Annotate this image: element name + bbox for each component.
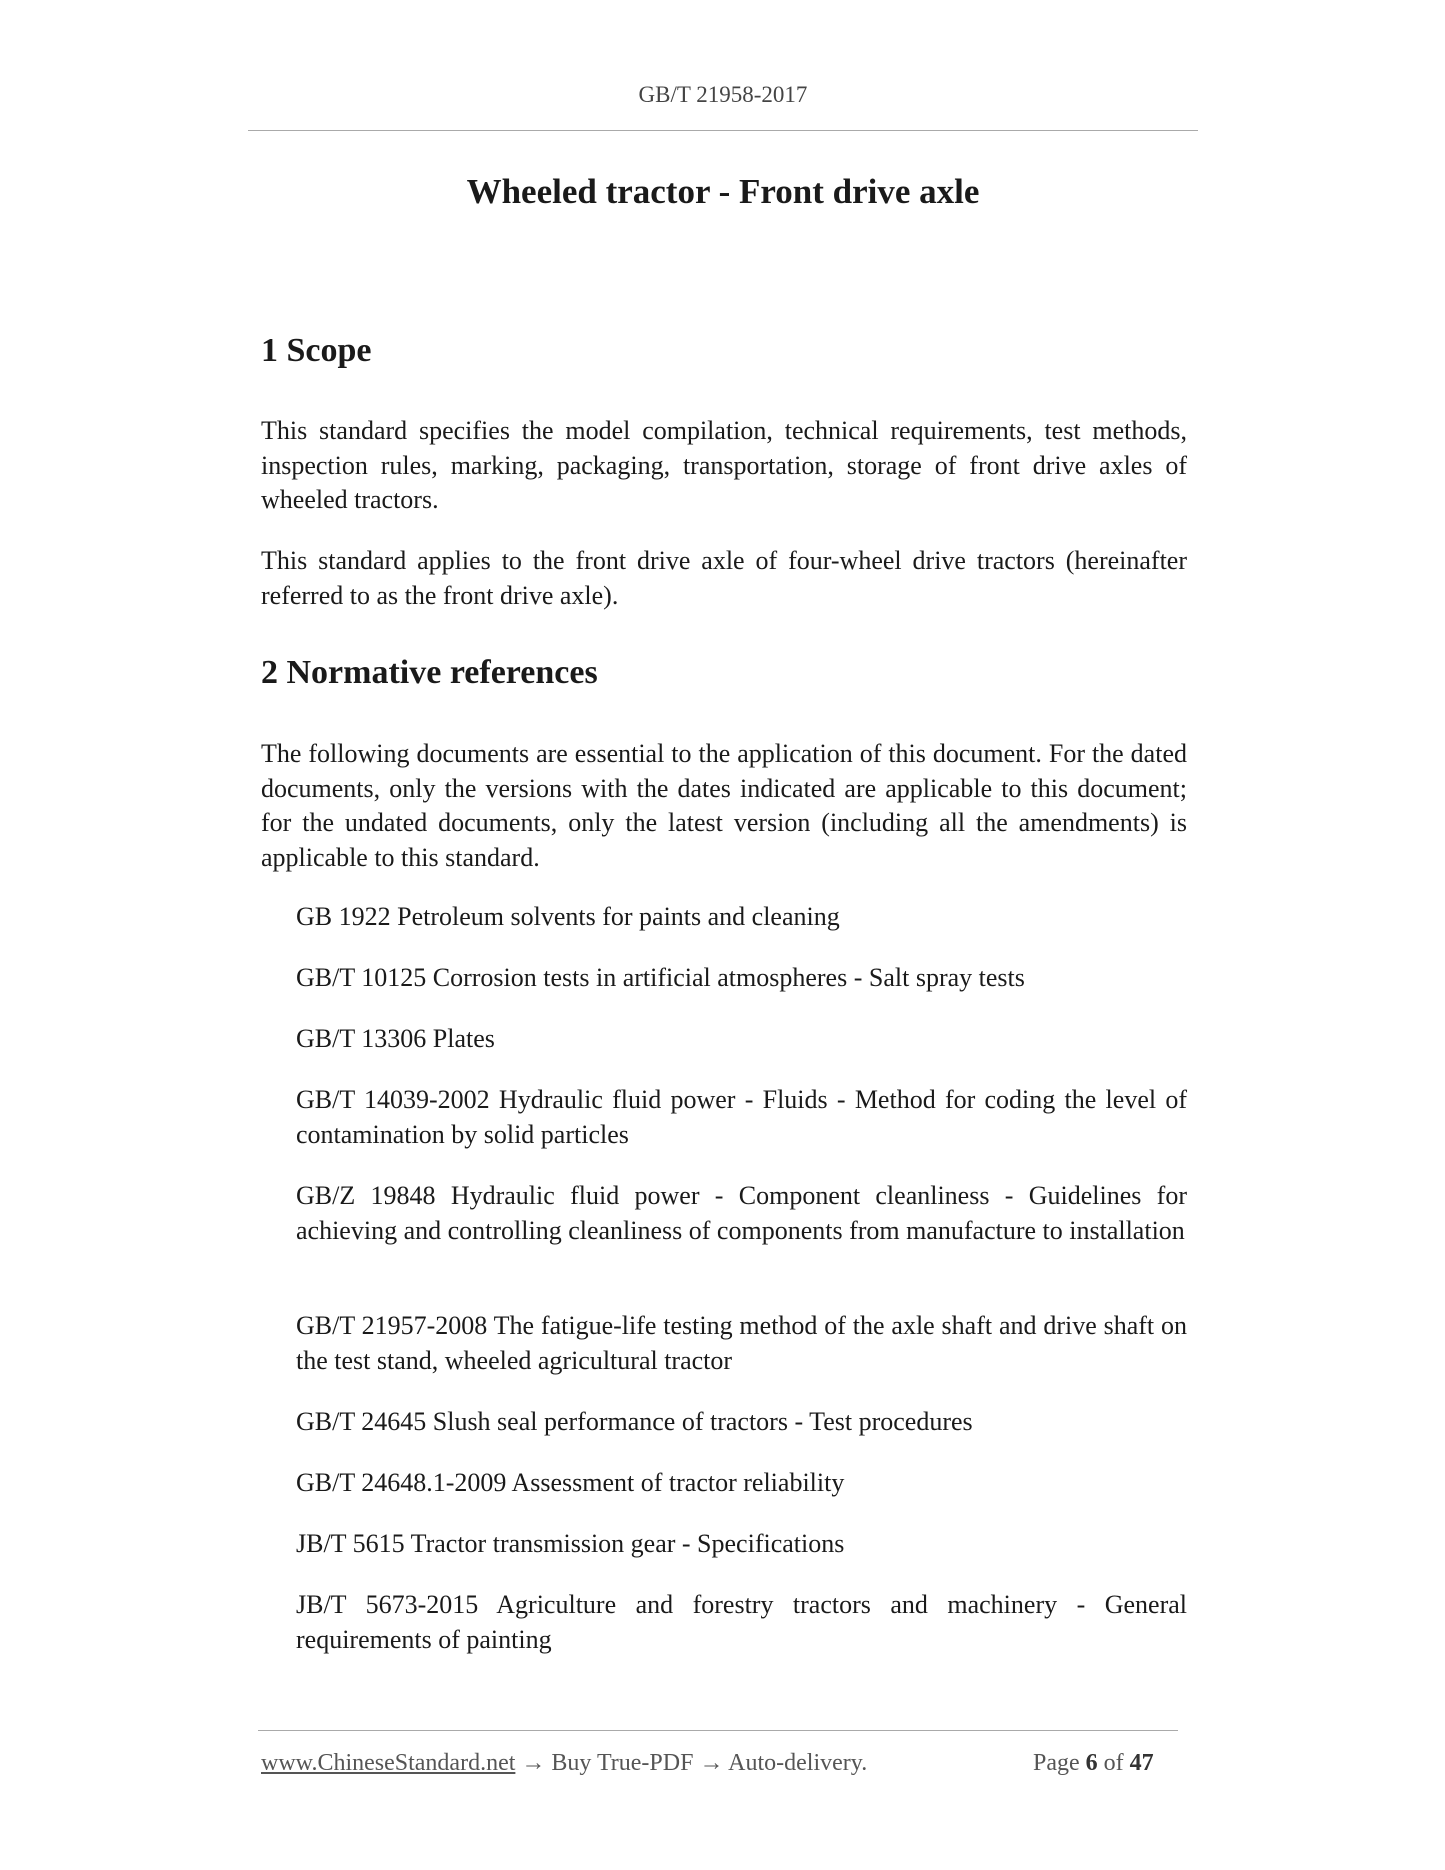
reference-item: GB/T 13306 Plates [296,1024,495,1053]
arrow-right-icon: → [521,1750,546,1776]
section-heading-scope: 1 Scope [261,332,372,369]
reference-item: GB/T 24648.1-2009 Assessment of tractor reliability [296,1468,845,1497]
page-of-label: of [1103,1750,1124,1776]
reference-item: GB 1922 Petroleum solvents for paints and cleaning [296,902,840,931]
reference-item: GB/T 21957-2008 The fatigue-life testing method of the axle shaft and drive shaft on the test stand, wheeled agricultural tractor [296,1311,1187,1375]
footer-promo [261,1750,867,1777]
auto-delivery-text: Auto-delivery. [728,1750,868,1776]
site-link[interactable]: www.ChineseStandard.net [261,1750,516,1776]
page-total: 47 [1129,1750,1154,1776]
reference-item: GB/T 14039-2002 Hydraulic fluid power - Fluids - Method for coding the level of contamination by solid particles [296,1085,1187,1149]
header-divider [248,130,1198,131]
buy-pdf-text: Buy True-PDF [551,1750,694,1776]
scope-paragraph-1: This standard specifies the model compilation, technical requirements, test methods, inspection rules, marking, packaging, transportation, storage of front drive axles of wheeled tractors. [261,416,1187,514]
scope-paragraph-2: This standard applies to the front drive axle of four-wheel drive tractors (hereinafter referred to as the front drive axle). [261,546,1187,610]
reference-item: GB/T 10125 Corrosion tests in artificial atmospheres - Salt spray tests [296,963,1025,992]
reference-item: JB/T 5673-2015 Agriculture and forestry tractors and machinery - General requirements of painting [296,1590,1187,1654]
section-heading-normative-references: 2 Normative references [261,654,598,691]
reference-item: GB/Z 19848 Hydraulic fluid power - Component cleanliness - Guidelines for achieving and controlling cleanliness of components from manufacture to installation [296,1181,1187,1245]
references-intro-paragraph: The following documents are essential to the application of this document. For the dated documents, only the versions with the dates indicated are applicable to this document; for the undated documents, only the latest version (including all the amendments) is applicable to this standard. [261,739,1187,872]
page-label: Page [1033,1750,1080,1776]
footer-divider [258,1730,1178,1731]
page-current: 6 [1085,1750,1098,1776]
page-number [1033,1750,1154,1777]
running-header: GB/T 21958-2017 [638,82,808,107]
reference-item: GB/T 24645 Slush seal performance of tractors - Test procedures [296,1407,973,1436]
arrow-right-icon: → [699,1750,724,1776]
document-title: Wheeled tractor - Front drive axle [466,172,980,211]
reference-item: JB/T 5615 Tractor transmission gear - Specifications [296,1529,845,1558]
